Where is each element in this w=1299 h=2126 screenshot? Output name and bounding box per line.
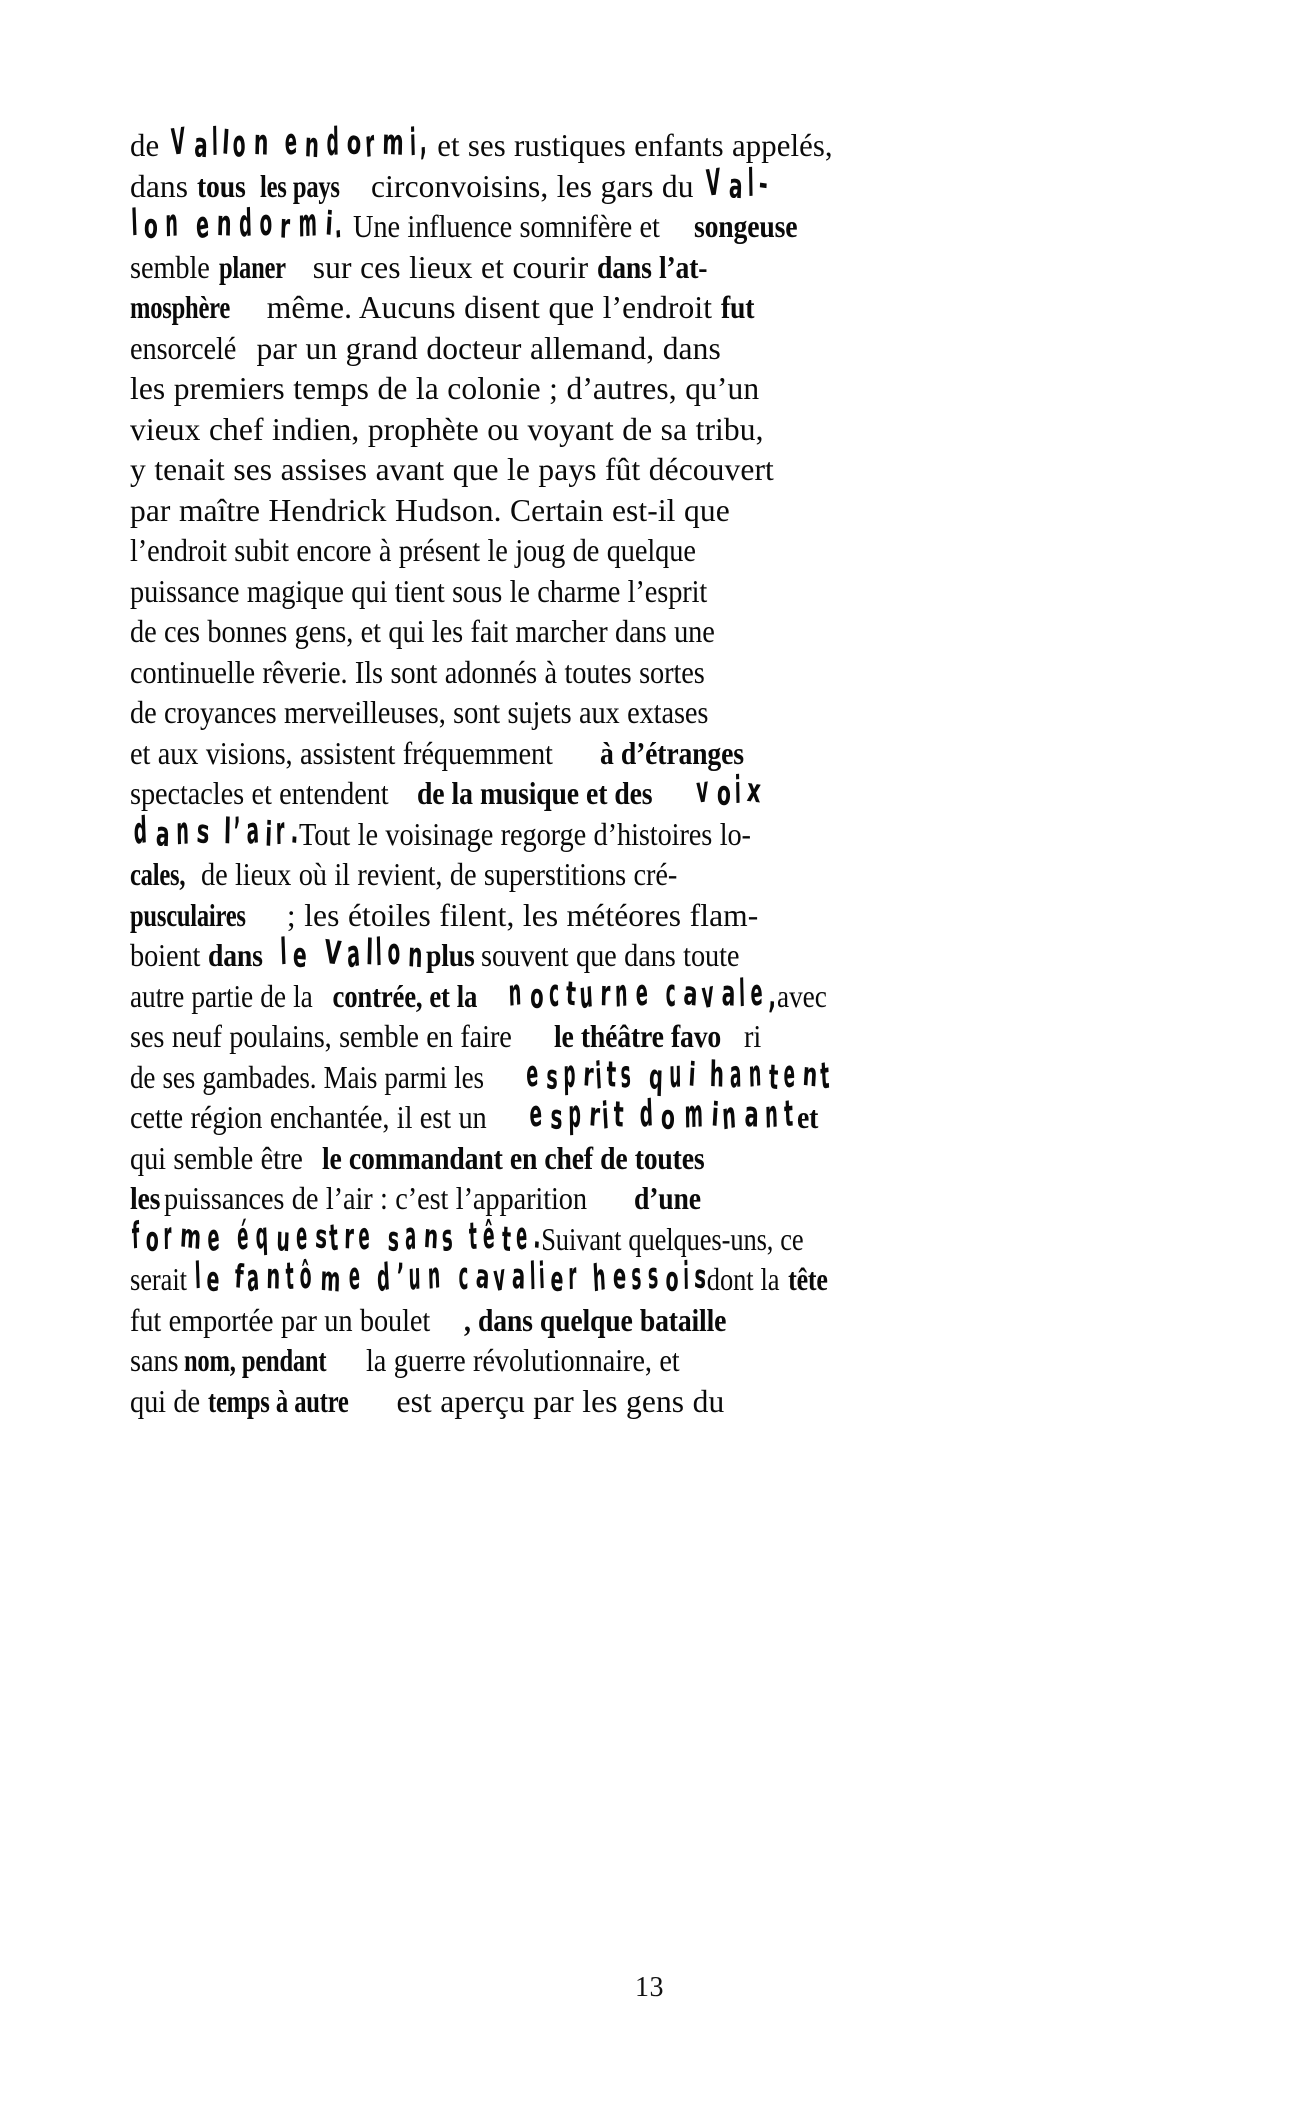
text-run-hand: e s p ri t d o m in a n t <box>528 1091 794 1140</box>
body-text-block <box>130 119 833 1422</box>
text-line <box>130 855 833 896</box>
text-run-narrow: semble <box>130 249 210 285</box>
text-run-boldnarrow: nom, pendant <box>183 1343 327 1378</box>
text-run-narrow: ensorcelé <box>130 330 237 366</box>
text-line <box>130 491 833 532</box>
text-run-narrow: qui de <box>130 1383 200 1419</box>
text-line <box>130 160 833 208</box>
text-line <box>130 410 833 451</box>
text-run-narrow: sans <box>130 1343 179 1378</box>
text-line <box>130 369 833 410</box>
text-run-serif: même. Aucuns disent que l’endroit <box>258 290 721 325</box>
text-run-serif: et ses rustiques enfants appelés, <box>428 128 833 163</box>
text-run-bold: plus <box>425 938 475 973</box>
text-line <box>130 1017 833 1058</box>
text-run-boldnarrow: temps à autre <box>207 1383 349 1419</box>
text-run-narrow: souvent que dans toute <box>481 938 740 973</box>
text-run-narrow: Tout le voisinage regorge d’histoires lo- <box>299 816 752 852</box>
text-run-narrow: de ces bonnes gens, et qui les fait marcher dans une <box>130 614 715 649</box>
text-run-hand: d a n s l’ a i r . <box>132 808 300 855</box>
text-run-narrow: puissance magique qui tient sous le charme l’esprit <box>130 573 708 609</box>
text-line <box>130 450 833 491</box>
text-run-narrow: ses neuf poulains, semble en faire <box>130 1019 512 1054</box>
text-run-bold: songeuse <box>693 209 797 244</box>
text-run-bold: fut <box>720 290 754 325</box>
text-run-bold: le commandant en chef de toutes <box>321 1140 705 1176</box>
text-line <box>130 288 833 329</box>
text-run-boldnarrow: planer <box>218 249 286 285</box>
text-line <box>130 1253 833 1302</box>
text-run-bold: le théâtre favo <box>554 1019 722 1054</box>
text-run-serif: y tenait ses assises avant que le pays fût découvert <box>130 452 774 487</box>
text-run-serif: les premiers temps de la colonie ; d’autres, qu’un <box>130 371 760 406</box>
text-line <box>130 734 833 775</box>
text-line <box>130 572 833 613</box>
text-run-bold: tête <box>787 1262 828 1297</box>
text-line <box>130 1382 833 1423</box>
text-run-boldnarrow: pusculaires <box>130 897 246 933</box>
text-run-hand: n o c tu r n e c av a l e , <box>508 970 777 1018</box>
text-line <box>130 1091 833 1140</box>
text-run-narrow: la guerre révolutionnaire, et <box>366 1343 680 1378</box>
text-run-narrow: de croyances merveilleuses, sont sujets aux extases <box>130 695 709 730</box>
text-run-narrow: Une influence somnifère et <box>352 209 660 244</box>
text-run-serif: par un grand docteur allemand, dans <box>248 330 721 366</box>
text-run-hand: l e fa n t ô m e d ’ u n c av a li e r h e s s o i s <box>193 1253 707 1302</box>
folio-number: 13 <box>635 1972 664 2003</box>
text-run-serif: circonvoisins, les gars du <box>362 168 703 204</box>
text-run-narrow: dont la <box>707 1262 780 1297</box>
text-run-bold: et <box>796 1100 818 1135</box>
text-run-narrow: cette région enchantée, il est un <box>130 1100 487 1135</box>
text-line <box>130 531 833 572</box>
text-run-hand: V a l lo n e n d or m i, <box>170 119 427 168</box>
text-run-narrow: autre partie de la <box>130 978 313 1014</box>
text-line <box>130 329 833 370</box>
text-line <box>130 612 833 653</box>
text-run-narrow: boient <box>130 938 201 973</box>
text-line <box>130 1213 833 1261</box>
page-number-folio <box>0 1972 1299 2004</box>
text-run-boldnarrow: les pays <box>260 168 341 204</box>
text-run-narrow: spectacles et entendent <box>130 776 389 811</box>
text-run-hand: l e V a ll o n <box>279 930 424 978</box>
text-run-narrow: puissances de l’air : c’est l’apparition <box>164 1181 588 1216</box>
text-run-narrow: continuelle rêverie. Ils sont adonnés à toutes sortes <box>130 654 705 690</box>
text-run-bold: dans <box>208 938 263 973</box>
text-run-serif: vieux chef indien, prophète ou voyant de sa tribu, <box>130 411 764 447</box>
text-run-narrow: Suivant quelques-uns, ce <box>541 1221 804 1257</box>
text-line <box>130 970 833 1018</box>
text-run-narrow: et aux visions, assistent fréquemment <box>130 735 553 771</box>
text-run-bold: tous <box>196 168 246 204</box>
text-run-serif: de <box>130 128 168 163</box>
text-run-boldnarrow: mosphère <box>130 290 231 325</box>
text-run-bold: d’une <box>634 1181 702 1216</box>
text-run-hand: l o n e n d o r m i. <box>130 200 343 249</box>
text-run-narrow: avec <box>777 978 828 1014</box>
text-run-bold: contrée, et la <box>332 978 478 1014</box>
text-run-narrow: de ses gambades. Mais parmi les <box>130 1059 484 1095</box>
text-line <box>130 653 833 694</box>
text-run-narrow: serait <box>130 1262 187 1297</box>
text-run-serif <box>270 938 278 973</box>
text-run-narrow: qui semble être <box>130 1140 303 1176</box>
text-run-serif: sur ces lieux et courir <box>304 249 597 285</box>
text-run-serif: dans <box>130 168 197 204</box>
text-run-narrow: l’endroit subit encore à présent le joug de quelque <box>130 533 696 568</box>
text-line <box>130 1139 833 1180</box>
text-line <box>130 1301 833 1342</box>
text-run-hand: v o i x <box>695 768 762 815</box>
text-line <box>130 808 833 856</box>
text-run-serif: par maître Hendrick Hudson. Certain est-il que <box>130 492 730 528</box>
text-run-boldnarrow: cales, <box>130 857 186 892</box>
text-run-hand: f o r m e é q u e st r e s a ns t ê t e . <box>131 1213 542 1261</box>
text-line <box>130 200 833 249</box>
text-line <box>130 896 833 937</box>
text-run-narrow: de lieux où il revient, de superstitions cré- <box>200 857 678 892</box>
text-line <box>130 119 833 168</box>
text-run-serif: est aperçu par les gens du <box>388 1383 725 1419</box>
text-run-narrow: ri <box>744 1019 762 1054</box>
text-run-narrow: fut emportée par un boulet <box>130 1302 431 1338</box>
text-run-bold: de la musique et des <box>417 776 653 811</box>
text-run-hand: e s p ri t s q u i h a n t e nt <box>525 1051 831 1099</box>
text-run-bold: à d’étranges <box>599 735 744 771</box>
text-line <box>130 1341 833 1382</box>
text-line <box>130 248 833 289</box>
text-run-serif <box>344 209 352 244</box>
text-line <box>130 693 833 734</box>
text-run-bold: dans l’at- <box>596 249 708 285</box>
text-run-bold: , dans quelque bataille <box>463 1302 726 1338</box>
text-run-bold: les <box>130 1181 161 1216</box>
text-run-serif: ; les étoiles filent, les météores flam- <box>278 897 759 933</box>
text-run-hand: V a l - <box>705 160 769 207</box>
